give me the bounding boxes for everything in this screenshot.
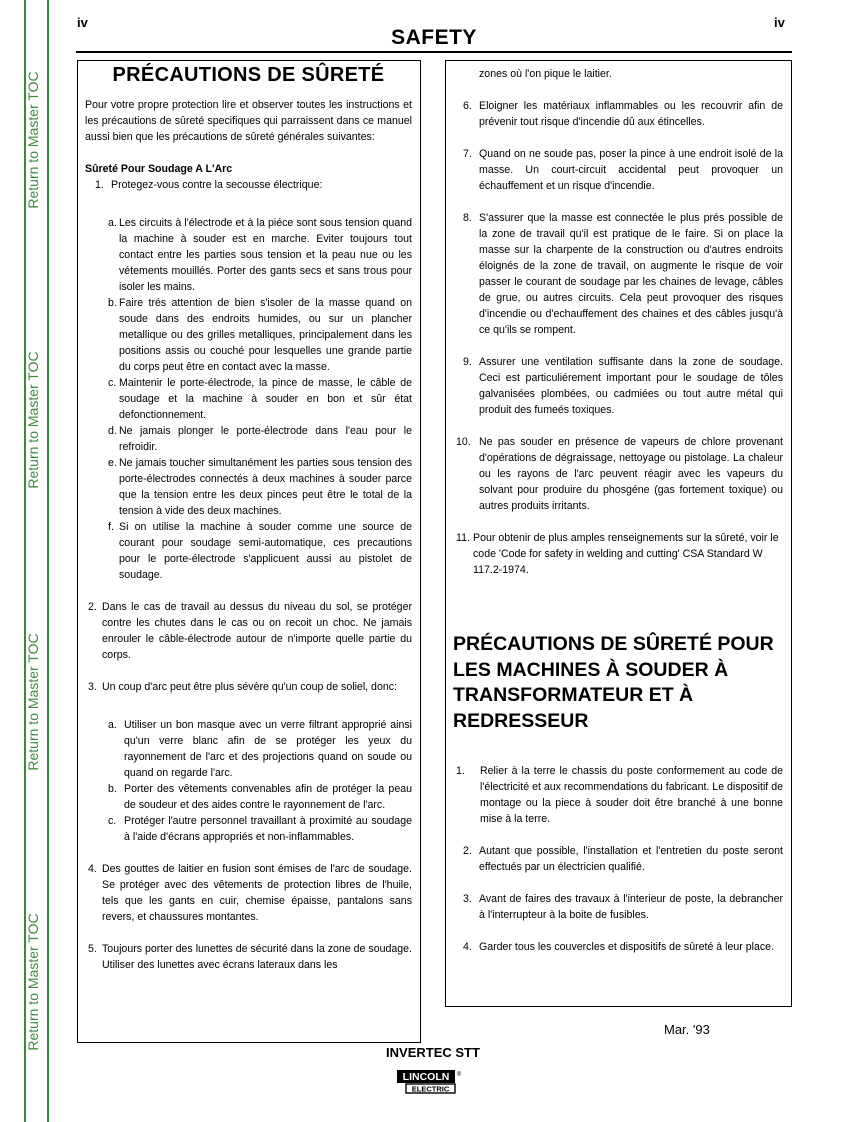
item-text: Autant que possible, l'installation et l'entretien du poste seront effectués par un électricien qualifié. [479,845,783,873]
heading-line: PRÉCAUTIONS DE SÛRETÉ POUR [453,633,774,655]
sub-item-label: c. [108,377,117,389]
item-text: Protegez-vous contre la secousse électrique: [111,179,323,191]
sub-item [108,519,412,583]
lincoln-electric-logo [396,1069,464,1095]
item-text: Pour obtenir de plus amples renseignements sur la sûreté, voir le code 'Code for safety in welding and cutting' CSA Standard W 117.2-1974. [473,532,779,576]
logo-top-text: LINCOLN [402,1071,450,1084]
heading-line: LES MACHINES À SOUDER À [453,658,729,681]
left-safety-box [77,60,421,1043]
list-item [453,891,783,923]
list-item [85,177,412,193]
item-number: 5. [88,943,97,955]
item-number: 9. [463,356,472,368]
list-item [453,530,783,578]
sub-item-text: Les circuits à l'électrode et à la piéce sont sous tension quand la machine à souder est en marche. Eviter toujours tout contact entre les parties sous tension et la peau nue ou les vétements mouillés. Porter des gants secs et sans trous pour isoler les mains. [119,217,412,293]
item-text: Un coup d'arc peut être plus sévère qu'un coup de soliel, donc: [102,681,397,693]
sub-item [108,423,412,455]
list-item [453,98,783,130]
item-number: 4. [88,863,97,875]
intro-paragraph: Pour votre propre protection lire et observer toutes les instructions et les précautions de sûreté specifiques qui parraissent dans ce manuel aussi bien que les précautions de sûreté générales suivantes: [85,99,412,143]
list-item [85,679,412,695]
sub-item-label: a. [108,217,117,229]
item-number: 8. [463,212,472,224]
header-rule [76,51,792,53]
item-text: Eloigner les matériaux inflammables ou les recouvrir afin de prévenir tout risque d'incendie dû aux étincelles. [479,100,783,128]
sub-item-text: Porter des vêtements convenables afin de protéger la peau de soudeur et des aides contre le rayonnement de l'arc. [124,783,412,811]
list-item [453,146,783,194]
item-text: Dans le cas de travail au dessus du niveau du sol, se protéger contre les chutes dans le cas ou on recoit un choc. Ne jamais enrouler le câble-électrode autour de n'importe quelle partie du corps. [102,601,412,661]
item-text: Ne pas souder en présence de vapeurs de chlore provenant d'opérations de dégraissage, nettoyage ou pistolage. La chaleur ou les rayons de l'arc peuvent réagir avec les vapeurs du solvant pour produire du phosgéne (gas fortement toxique) ou autres produits irritants. [479,436,783,512]
right-safety-box [445,60,792,1007]
item-text: Toujours porter des lunettes de sécurité dans la zone de soudage. Utiliser des lunettes avec écrans lateraux dans les [102,943,412,971]
item-text: Avant de faires des travaux à l'interieur de poste, la debrancher à l'interrupteur à la boite de fusibles. [479,893,783,921]
sub-item [108,215,412,295]
sub-item-label: c. [108,815,117,827]
heading-line: REDRESSEUR [453,709,589,732]
item-number: 7. [463,148,472,160]
item-number: 10. [456,436,471,448]
item-number: 11. [456,532,470,544]
sub-item [108,717,412,781]
sub-item-text: Maintenir le porte-électrode, la pince de masse, le câble de soudage et la machine à souder en bon et sûr état defonctionnement. [119,377,412,421]
list-item [453,354,783,418]
item-text: Relier à la terre le chassis du poste conformement au code de l'électricité et aux recommendations du fabricant. Le dispositif de montage ou la piece à souder doit être branché à une bonne mise à la terre. [480,765,783,825]
item-number: 2. [463,845,472,857]
list-item [453,210,783,338]
item-text: Assurer une ventilation suffisante dans la zone de soudage. Ceci est particuliérement important pour le soudage de tôles galvanisées plombées, ou cadmiées ou tout autre métal qui produit des fumeés toxiques. [479,356,783,416]
sub-item [108,455,412,519]
sub-item [108,295,412,375]
sub-item-label: a. [108,719,117,731]
item-number: 3. [88,681,97,693]
list-item [453,939,783,955]
item-text: Quand on ne soude pas, poser la pince à une endroit isolé de la masse. Un court-circuit accidental peut provoquer un échauffement et un risque d'incendie. [479,148,783,192]
sub-item-text: Utiliser un bon masque avec un verre filtrant approprié ainsi qu'un verre blanc afin de se protéger les yeux du rayonnement de l'arc et des projections quand on soude ou quand on regarde l'arc. [124,719,412,779]
list-item [85,861,412,925]
sub-item [108,375,412,423]
list-item [453,843,783,875]
item-number: 2. [88,601,97,613]
heading-line: TRANSFORMATEUR ET À [453,684,694,706]
sub-item-label: b. [108,783,117,795]
continuation-text: zones où l'on pique le laitier. [479,68,612,80]
transformer-heading [453,632,783,734]
arc-welding-subheading: Sûreté Pour Soudage A L'Arc [85,163,233,175]
revision-date: Mar. '93 [664,1022,710,1037]
sub-item-text: Faire trés attention de bien s'isoler de la masse quand on soude dans des endroits humides, ou sur un plancher metallique ou des grilles metalliques, principalement dans les positions assis ou couché pour lesquelles une grande partie du corps peut être en contact avec la masse. [119,297,412,373]
item-text: Garder tous les couvercles et dispositifs de sûreté à leur place. [479,941,775,953]
page-number-left: iv [77,15,88,30]
sub-item-text: Ne jamais plonger le porte-électrode dans l'eau pour le refroidir. [119,425,412,453]
page-number-right: iv [774,15,785,30]
sub-item-label: b. [108,297,117,309]
list-item [453,763,783,827]
page-title: SAFETY [391,26,477,49]
sub-item-text: Ne jamais toucher simultanément les parties sous tension des porte-électrodes connectés à deux machines à souder parce que la tension entre les deux pinces peut être le total de la tension à vide des deux machines. [119,457,412,517]
sub-item [108,781,412,813]
list-item [85,599,412,663]
item-number: 3. [463,893,472,905]
sub-item-text: Si on utilise la machine à souder comme une source de courant pour soudage semi-automatique, ces precautions pour le porte-électrode s'applicuent aussi au pistolet de soudage. [119,521,412,581]
logo-bottom-text: ELECTRIC [411,1084,450,1094]
sub-item-label: e. [108,457,117,469]
item-number: 1. [456,765,465,777]
left-heading: PRÉCAUTIONS DE SÛRETÉ [112,64,385,86]
sub-item-label: f. [108,521,114,533]
item-number: 4. [463,941,472,953]
item-number: 6. [463,100,472,112]
logo-registered-mark: ® [456,1072,462,1078]
toc-sidebar: Return to Master TOC Return to Master TOC Return to Master TOC Return to Master TOC [24,0,49,1122]
item-number: 1. [95,179,104,191]
list-item [453,434,783,514]
sub-item-label: d. [108,425,117,437]
sub-item-text: Protéger l'autre personnel travaillant à proximité au soudage à l'aide d'écrans appropriés et non-inflammables. [124,815,412,843]
model-name: INVERTEC STT [386,1045,480,1060]
item-text: S'assurer que la masse est connectée le plus prés possible de la zone de travail qu'il est pratique de le faire. Si on place la masse sur la charpente de la construction ou d'autres endroits éloignés de la zone de travail, on augmente le risque de voir passer le courant de soudage par les chaines de levage, câbles de grue, ou autres circuits. Cela peut provoquer des risques d'incendie ou d'echauffement des chaines et des câbles jusqu'à ce qu'ils se rompent. [479,212,783,336]
list-item [85,941,412,973]
sub-item [108,813,412,845]
item-text: Des gouttes de laitier en fusion sont émises de l'arc de soudage. Se protéger avec des vêtements de protection libres de l'huile, tels que les gants en cuir, chemise épaisse, pantalons sans revers, et chaussures montantes. [102,863,412,923]
